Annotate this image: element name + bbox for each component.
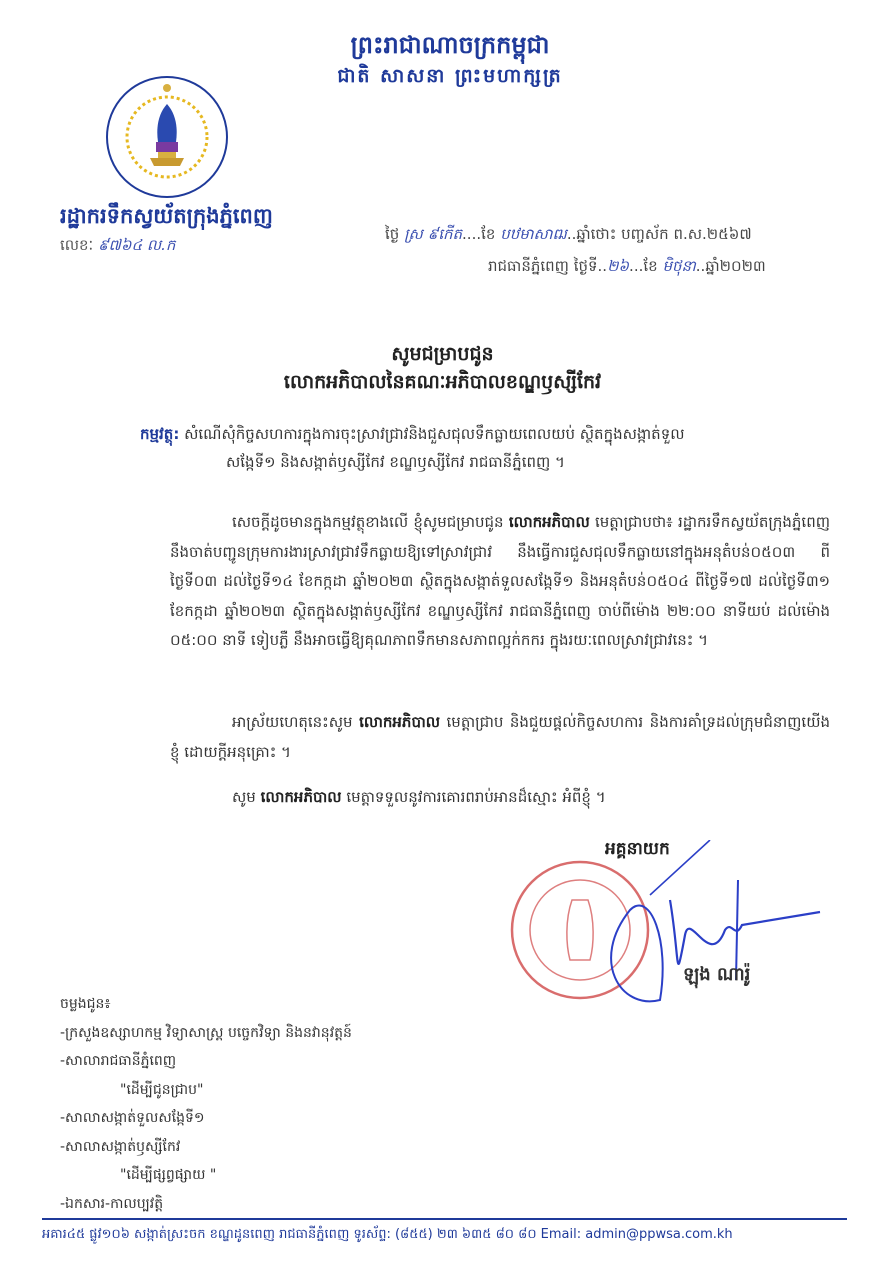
salutation-line1: សូមជម្រាបជូន bbox=[391, 343, 494, 365]
solar-month-value: មិថុនា bbox=[662, 257, 696, 275]
p2-text-c: មេត្តាជ្រាប និងជួយផ្តល់កិច្ចសហការ និងការគាំទ្រដល់ក្រុមជំនាញយើងខ្ញុំ ដោយក្តីអនុគ្រោះ ។ bbox=[170, 713, 830, 761]
solar-date-prefix: រាជធានីភ្នំពេញ ថ្ងៃទី bbox=[488, 257, 598, 275]
p1-addressee: លោកអភិបាល bbox=[508, 513, 590, 531]
national-motto: ជាតិ សាសនា ព្រះមហាក្សត្រ bbox=[337, 65, 563, 87]
lunar-date-line: ថ្ងៃ ស្រ ៩កើត....ខែ បឋមាសាឍ..ឆ្នាំថោះ បញ្ចស័ក ព.ស.២៥៦៧ bbox=[385, 225, 752, 243]
p2-addressee: លោកអភិបាល bbox=[359, 713, 441, 731]
ref-value: ៩៧៦៤ ល.ក bbox=[97, 236, 176, 254]
footer-address: អគារ៤៥ ផ្លូវ១០៦ សង្កាត់ស្រះចក ខណ្ឌដូនពេញ រាជធានីភ្នំពេញ ទូរស័ព្ទ: (៨៥៥) ២៣ ៦៣៥ ៨០ ៨០ Email: admin@ppwsa.com.kh bbox=[42, 1227, 733, 1242]
subject-block bbox=[140, 420, 830, 476]
p2-text-a: អាស្រ័យហេតុនេះសូម bbox=[232, 713, 353, 731]
p1-text-a: សេចក្តីដូចមានក្នុងកម្មវត្ថុខាងលើ ខ្ញុំសូមជម្រាបជូន bbox=[232, 513, 504, 531]
cc-item: -សាលាសង្កាត់ឫស្សីកែវ bbox=[60, 1138, 181, 1155]
lunar-date-prefix: ថ្ងៃ bbox=[385, 225, 400, 243]
cc-list bbox=[60, 990, 352, 1218]
cc-item-note: "ដើម្បីផ្សព្វផ្សាយ " bbox=[120, 1167, 217, 1183]
ref-label: លេខៈ bbox=[60, 236, 94, 254]
salutation-line2: លោកអភិបាលនៃគណៈអភិបាលខណ្ឌឫស្សីកែវ bbox=[283, 371, 602, 393]
lunar-year: ឆ្នាំថោះ បញ្ចស័ក ព.ស.២៥៦៧ bbox=[576, 225, 752, 243]
body-paragraph-1 bbox=[170, 508, 830, 656]
body-paragraph-2 bbox=[170, 708, 830, 767]
cc-item: -សាលារាជធានីភ្នំពេញ bbox=[60, 1053, 177, 1069]
kingdom-title: ព្រះរាជាណាចក្រកម្ពុជា bbox=[350, 30, 550, 59]
signatory-title: អគ្គនាយក bbox=[605, 839, 670, 859]
subject-line2: សង្កែទី១ និងសង្កាត់ឫស្សីកែវ ខណ្ឌឫស្សីកែវ រាជធានីភ្នំពេញ ។ bbox=[226, 453, 565, 471]
lunar-date-value: ស្រ ៩កើត bbox=[404, 225, 463, 243]
p3-text-a: សូម bbox=[232, 788, 256, 806]
p3-text-c: មេត្តាទទួលនូវការគោរពរាប់អានដ៏ស្មោះ អំពីខ្ញុំ ។ bbox=[346, 788, 606, 806]
cc-item: -សាលាសង្កាត់ទួលសង្កែទី១ bbox=[60, 1110, 205, 1126]
cc-item-note: "ដើម្បីជូនជ្រាប" bbox=[120, 1081, 204, 1098]
body-paragraph-3 bbox=[170, 783, 830, 813]
lunar-month-value: បឋមាសាឍ bbox=[500, 225, 567, 243]
p1-text-c: មេត្តាជ្រាបថា៖ រដ្ឋាករទឹកស្វយ័តក្រុងភ្នំពេញនឹងចាត់បញ្ជូនក្រុមការងារស្រាវជ្រាវទឹកធ្លាយឱ្យទៅស្រាវជ្រាវ នឹងធ្វើការជួសជុលទឹកធ្លាយនៅក្នុងអនុតំបន់០៥០៣ ពីថ្ងៃទី០៣ ដល់ថ្ងៃទី១៤ ខែកក្កដា ឆ្នាំ២០២៣ ស្ថិតក្នុងសង្កាត់ទួលសង្កែទី១ និងអនុតំបន់០៥០៤ ពីថ្ងៃទី១៧ ដល់ថ្ងៃទី៣១ ខែកក្កដា ឆ្នាំ២០២៣ ស្ថិតក្នុងសង្កាត់ឫស្សីកែវ ខណ្ឌឫស្សីកែវ រាជធានីភ្នំពេញ ចាប់ពីម៉ោង ២២:០០ នាទីយប់ ដល់ម៉ោង ០៥:០០ នាទី ទៀបភ្លឺ នឹងអាចធ្វើឱ្យគុណភាពទឹកមានសភាពល្អក់កករ ក្នុងរយៈពេលស្រាវជ្រាវនេះ ។ bbox=[170, 513, 831, 649]
ppwsa-logo-icon bbox=[92, 62, 242, 212]
cc-item: -ក្រសួងឧស្សាហកម្ម វិទ្យាសាស្ត្រ បច្ចេកវិទ្យា និងនវានុវត្តន៍ bbox=[60, 1024, 352, 1041]
solar-day-value: ២៦ bbox=[607, 257, 630, 275]
official-seal-and-signature-icon bbox=[510, 840, 850, 1020]
subject-label: កម្មវត្ថុ: bbox=[140, 425, 180, 443]
signatory-name: ឡុង ណារ៉ូ bbox=[683, 964, 751, 985]
p3-addressee: លោកអភិបាល bbox=[260, 788, 342, 806]
solar-date-line: រាជធានីភ្នំពេញ ថ្ងៃទី..២៦...ខែ មិថុនា..ឆ្នាំ២០២៣ bbox=[488, 257, 766, 275]
lunar-month-label: ខែ bbox=[481, 225, 496, 243]
footer-divider bbox=[42, 1218, 847, 1220]
reference-number bbox=[60, 236, 175, 258]
cc-item: -ឯកសារ-កាលប្បវត្តិ bbox=[60, 1195, 164, 1212]
subject-line1: សំណើសុំកិច្ចសហការក្នុងការចុះស្រាវជ្រាវនិងជួសជុលទឹកធ្លាយពេលយប់ ស្ថិតក្នុងសង្កាត់ទួល bbox=[184, 425, 685, 443]
authority-name: រដ្ឋាករទឹកស្វយ័តក្រុងភ្នំពេញ bbox=[60, 203, 273, 228]
solar-year: ឆ្នាំ២០២៣ bbox=[705, 257, 766, 275]
solar-month-label: ខែ bbox=[643, 257, 658, 275]
cc-title: ចម្លងជូន៖ bbox=[60, 996, 111, 1012]
